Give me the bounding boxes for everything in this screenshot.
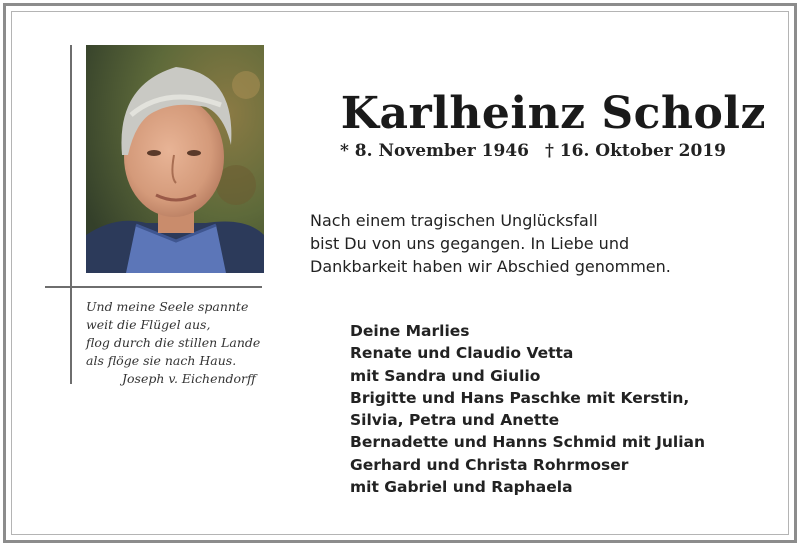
mourner-line: Deine Marlies — [350, 322, 470, 340]
birth-date: * 8. November 1946 — [340, 141, 529, 161]
portrait-illustration — [86, 45, 264, 273]
mourner-line: Gerhard und Christa Rohrmoser — [350, 455, 629, 474]
poem-quote — [86, 298, 276, 388]
deceased-name: Karlheinz Scholz — [340, 88, 766, 139]
mourner-line: Brigitte und Hans Paschke mit Kerstin, — [350, 388, 690, 407]
poem-author: Joseph v. Eichendorff — [122, 371, 256, 386]
mourner-line: Bernadette und Hanns Schmid mit Julian — [350, 433, 706, 452]
mourners-list — [350, 320, 770, 498]
message-line: bist Du von uns gegangen. In Liebe und — [310, 234, 630, 253]
condolence-message — [310, 209, 770, 278]
message-line: Dankbarkeit haben wir Abschied genommen. — [310, 257, 671, 276]
mourner-line: Renate und Claudio Vetta — [350, 344, 574, 363]
poem-line: flog durch die stillen Lande — [86, 335, 261, 350]
poem-line: Und meine Seele spannte — [86, 299, 249, 314]
portrait-photo — [86, 45, 264, 273]
vertical-rule — [70, 45, 72, 384]
message-line: Nach einem tragischen Unglücksfall — [310, 211, 598, 230]
mourner-line: mit Sandra und Giulio — [350, 366, 541, 385]
mourner-line: mit Gabriel und Raphaela — [350, 478, 573, 497]
poem-line: weit die Flügel aus, — [86, 317, 211, 332]
death-date: † 16. Oktober 2019 — [545, 141, 726, 161]
mourner-line: Silvia, Petra und Anette — [350, 411, 560, 430]
horizontal-rule — [45, 286, 262, 288]
poem-line: als flöge sie nach Haus. — [86, 353, 237, 368]
